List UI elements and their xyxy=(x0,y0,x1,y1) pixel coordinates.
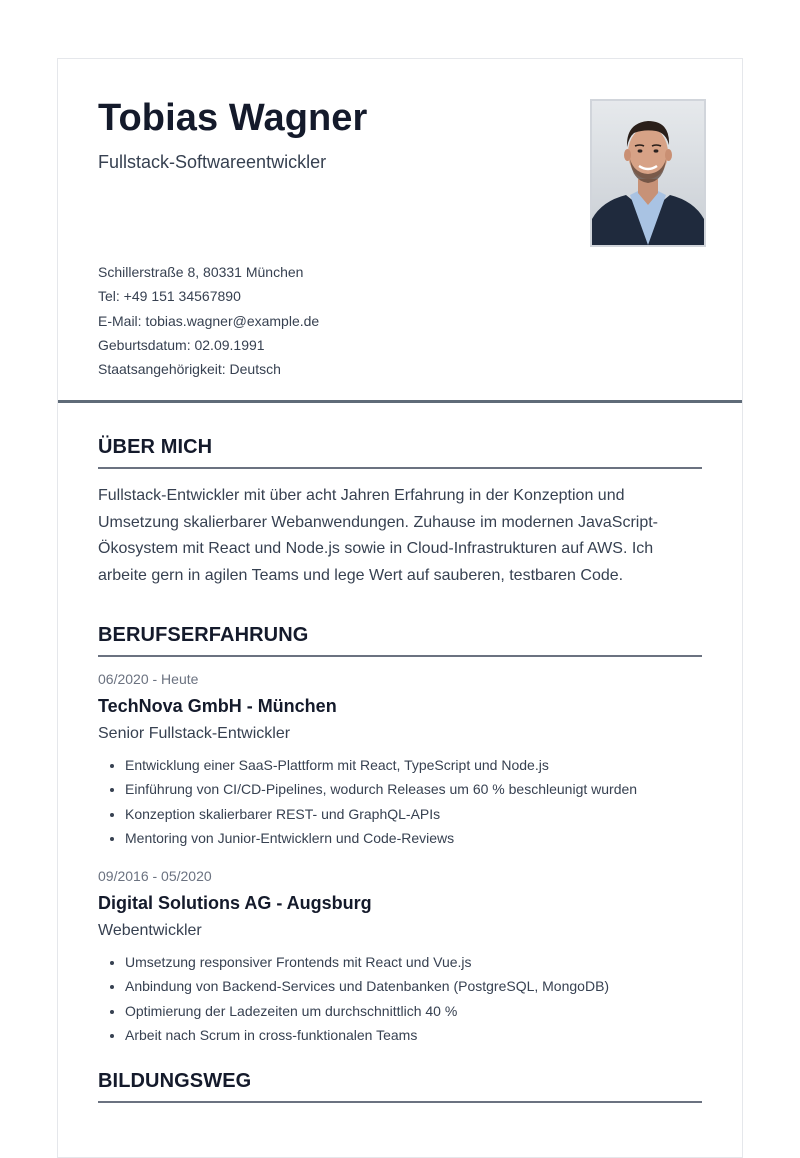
contact-block xyxy=(98,260,319,381)
bullet-item: • Anbindung von Backend-Services und Datenbanken (PostgreSQL, MongoDB) xyxy=(125,974,702,998)
contact-nationality: Staatsangehörigkeit: Deutsch xyxy=(98,361,281,378)
contact-birthdate: Geburtsdatum: 02.09.1991 xyxy=(98,336,265,353)
job-role: Webentwickler xyxy=(98,922,202,940)
job-entry xyxy=(98,671,702,850)
job-date: 09/2016 - 05/2020 xyxy=(98,868,212,885)
job-entry xyxy=(98,868,702,1047)
profile-photo xyxy=(590,99,706,247)
bullet-item: • Arbeit nach Scrum in cross-funktionalen Teams xyxy=(125,1023,702,1047)
job-company: TechNova GmbH - München xyxy=(98,696,337,716)
experience-heading: BERUFSERFAHRUNG xyxy=(98,624,702,657)
about-heading: ÜBER MICH xyxy=(98,436,702,469)
person-job-title: Fullstack-Softwareentwickler xyxy=(98,152,327,172)
cv-content xyxy=(58,403,742,1103)
bullet-item: • Entwicklung einer SaaS-Plattform mit React, TypeScript und Node.js xyxy=(125,753,702,777)
job-bullets xyxy=(98,753,702,850)
bullet-item: • Mentoring von Junior-Entwicklern und Code-Reviews xyxy=(125,826,702,850)
cv-page xyxy=(57,58,743,1158)
bullet-item: • Konzeption skalierbarer REST- und GraphQL-APIs xyxy=(125,802,702,826)
about-section xyxy=(98,403,702,589)
bullet-item: • Umsetzung responsiver Frontends mit React und Vue.js xyxy=(125,950,702,974)
bullet-item: • Optimierung der Ladezeiten um durchschnittlich 40 % xyxy=(125,999,702,1023)
bullet-item: • Einführung von CI/CD-Pipelines, wodurch Releases um 60 % beschleunigt wurden xyxy=(125,777,702,801)
job-date: 06/2020 - Heute xyxy=(98,671,199,687)
contact-phone: Tel: +49 151 34567890 xyxy=(98,288,241,305)
cv-header xyxy=(58,59,742,403)
job-role: Senior Fullstack-Entwickler xyxy=(98,725,291,742)
contact-address: Schillerstraße 8, 80331 München xyxy=(98,264,304,280)
experience-section xyxy=(98,589,702,1047)
portrait-image xyxy=(592,101,704,245)
job-company: Digital Solutions AG - Augsburg xyxy=(98,893,372,914)
job-bullets xyxy=(98,950,702,1047)
person-name: Tobias Wagner xyxy=(98,97,368,139)
education-section xyxy=(98,1047,702,1103)
contact-email: E-Mail: tobias.wagner@example.de xyxy=(98,312,320,329)
about-text: Fullstack-Entwickler mit über acht Jahren Erfahrung in der Konzeption und Umsetzung skalierbarer Webanwendungen. Zuhause im modernen JavaScript-Ökosystem mit React und Node.js sowie in Cloud-Infrastrukturen auf AWS. Ich arbeite gern in agilen Teams und lege Wert auf sauberen, testbaren Code. xyxy=(98,487,658,584)
education-heading: BILDUNGSWEG xyxy=(98,1070,702,1103)
